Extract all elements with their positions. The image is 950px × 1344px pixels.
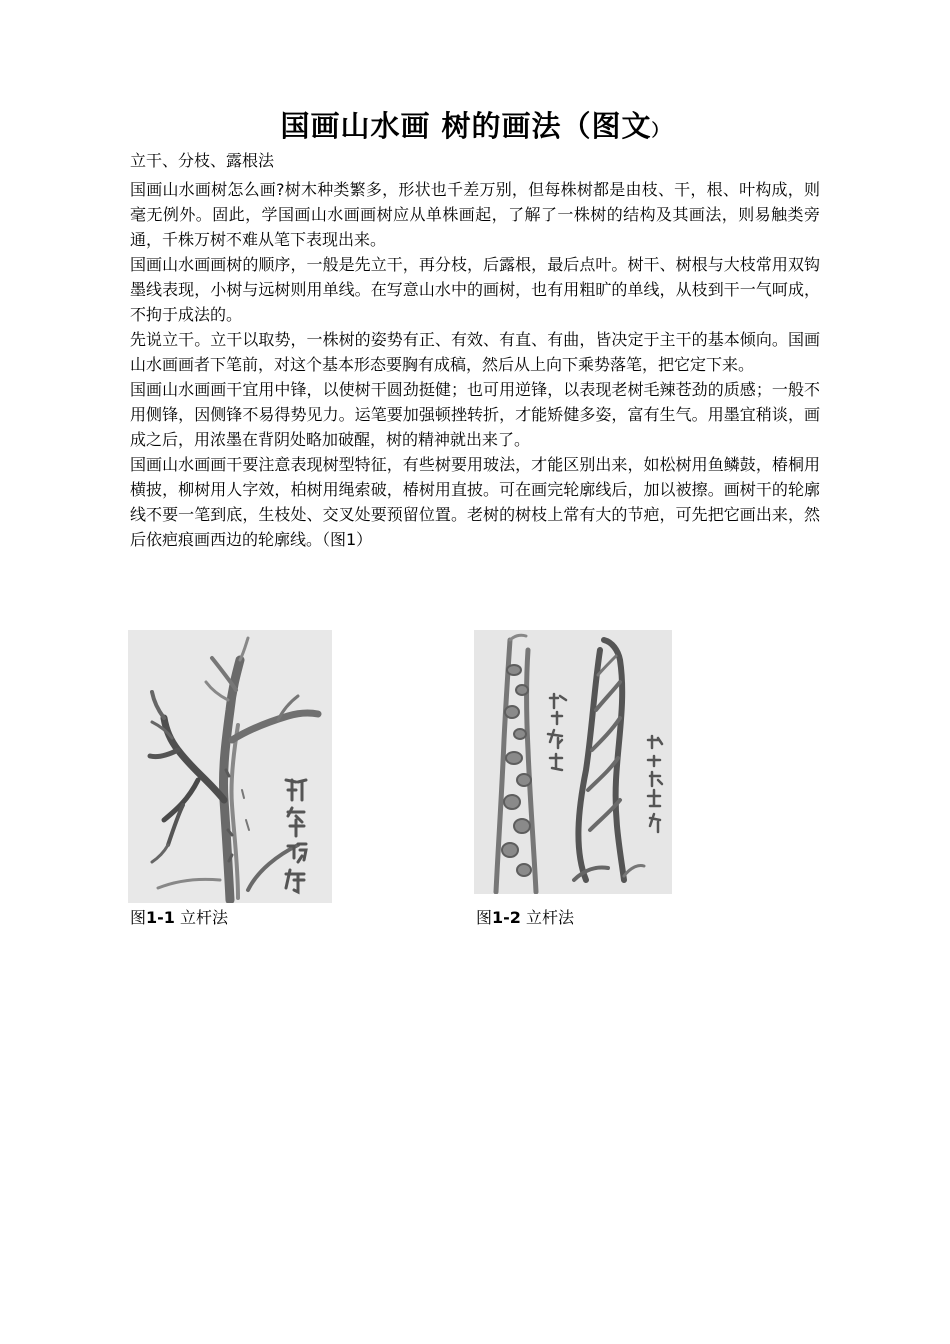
caption-text: 立杆法 [180, 908, 229, 927]
figure-1-2-image [474, 630, 672, 894]
paragraph: 国画山水画画干要注意表现树型特征，有些树要用玻法，才能区别出来，如松树用鱼鳞鼓，椿桐用横披，柳树用人字效，柏树用绳索破，椿树用直披。可在画完轮廓线后，加以被擦。画树干的轮廓线不要一笔到底，生枝处、交叉处要预留位置。老树的树枝上常有大的节疤，可先把它画出来，然后依疤痕画西边的轮廓线。（图1） [130, 455, 820, 549]
title-close-paren: ） [651, 121, 670, 141]
figure-1-2-caption [476, 906, 574, 930]
paragraph: 国画山水画画树的顺序，一般是先立干，再分枝，后露根，最后点叶。树干、树根与大枝常用双钩墨线表现，小树与远树则用单线。在写意山水中的画树，也有用粗旷的单线，从枝到干一气呵成，不拘于成法的。 [130, 255, 820, 324]
caption-number: 1-2 [492, 908, 521, 927]
section-subtitle: 立干、分枝、露根法 [130, 151, 275, 170]
body-text [130, 177, 820, 552]
paragraph: 国画山水画树怎么画?树木种类繁多，形状也千差万别，但每株树都是由枝、干，根、叶构成，则毫无例外。固此，学国画山水画画树应从单株画起，了解了一株树的结构及其画法，则易触类旁通，千株万树不难从笔下表现出来。 [130, 180, 820, 249]
trunk-texture-illustration [474, 630, 672, 894]
caption-prefix: 图 [476, 908, 493, 927]
tree-sketch-illustration [128, 630, 332, 903]
paragraph: 国画山水画画干宜用中锋，以使树干圆劲挺健；也可用逆锋，以表现老树毛辣苍劲的质感；一般不用侧锋，因侧锋不易得势见力。运笔要加强顿挫转折，才能矫健多姿，富有生气。用墨宜稍谈，画成之后，用浓墨在背阴处略加破醒，树的精神就出来了。 [130, 380, 820, 449]
page-title [130, 104, 820, 145]
paragraph: 先说立干。立干以取势，一株树的姿势有正、有效、有直、有曲，皆决定于主干的基本倾向。国画山水画画者下笔前，对这个基本形态要胸有成稿，然后从上向下乘势落笔，把它定下来。 [130, 330, 820, 374]
caption-number: 1-1 [146, 908, 175, 927]
figure-1-1-caption [130, 906, 228, 930]
caption-text: 立杆法 [526, 908, 575, 927]
figure-1-1-image [128, 630, 332, 903]
caption-prefix: 图 [130, 908, 147, 927]
title-text: 国画山水画 树的画法（图文 [280, 109, 652, 143]
